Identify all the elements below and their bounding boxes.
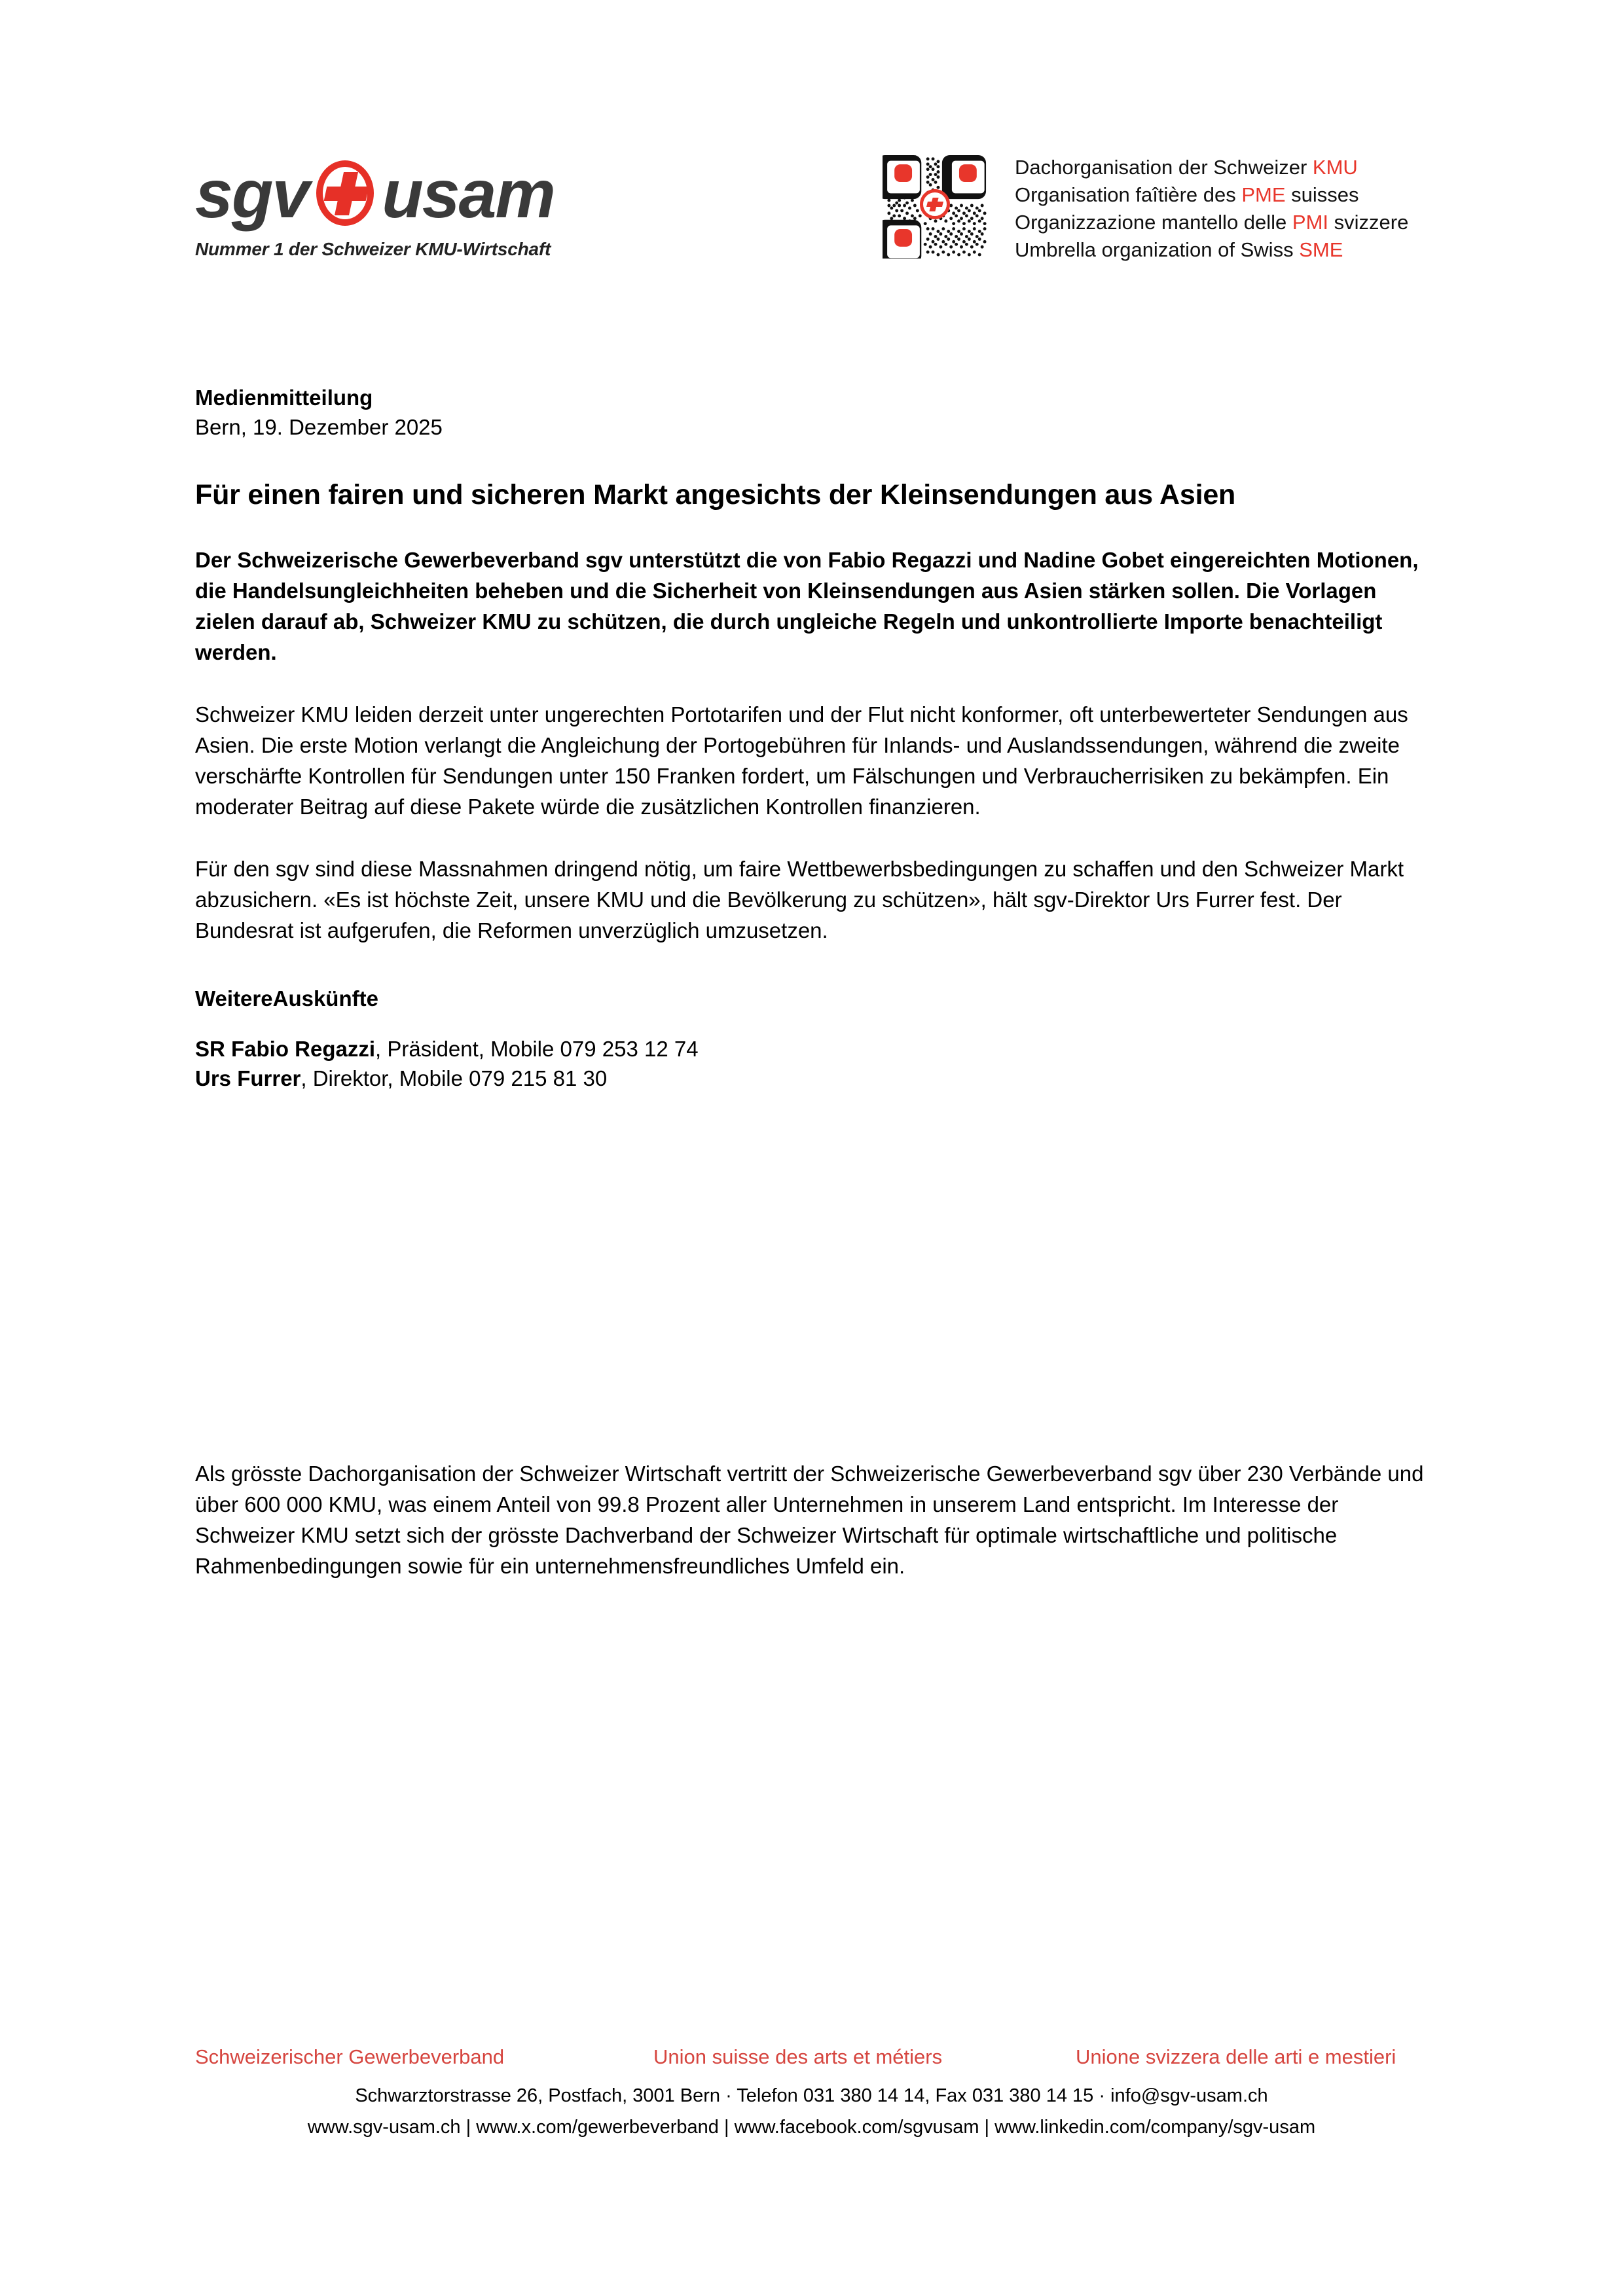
- contact-details: , Präsident, Mobile 079 253 12 74: [375, 1037, 699, 1061]
- boilerplate-paragraph: Als grösste Dachorganisation der Schweizer Wirtschaft vertritt der Schweizerische Gewerbeverband sgv über 230 Verbände und über 600 000 KMU, was einem Anteil von 99.8 Prozent aller Unternehmen in unserem Land entspricht. Im Interesse der Schweizer KMU setzt sich der grösste Dachverband der Schweizer Wirtschaft für optimale wirtschaftliche und politische Rahmenbedingungen sowie für ein unternehmensfreundliches Umfeld ein.: [195, 1462, 1424, 1578]
- contact-details: , Direktor, Mobile 079 215 81 30: [301, 1066, 608, 1090]
- footer-lang-fr: Union suisse des arts et métiers: [653, 2045, 943, 2068]
- lead-paragraph: Der Schweizerische Gewerbeverband sgv unterstützt die von Fabio Regazzi und Nadine Gobet eingereichten Motionen, die Handelsungleichheiten beheben und die Sicherheit von Kleinsendungen aus Asien stärken sollen. Die Vorlagen zielen darauf ab, Schweizer KMU zu schützen, die durch ungleiche Regeln und unkontrollierte Importe benachteiligt werden.: [195, 548, 1419, 664]
- body-paragraph-1: Schweizer KMU leiden derzeit unter ungerechten Portotarifen und der Flut nicht konformer, oft unterbewerteter Sendungen aus Asien. Die erste Motion verlangt die Angleichung der Portogebühren für Inlands- und Auslandssendungen, während die zweite verschärfte Kontrollen für Sendungen unter 150 Franken fordert, um Fälschungen und Verbraucherrisiken zu bekämpfen. Ein moderater Beitrag auf diese Pakete würde die zusätzlichen Kontrollen finanzieren.: [195, 702, 1408, 819]
- footer-language-names: [195, 2042, 1429, 2072]
- swiss-cross-in-circle-icon: [312, 160, 380, 228]
- page-title: Für einen fairen und sicheren Markt angesichts der Kleinsendungen aus Asien: [195, 479, 1236, 511]
- organization-identity-block: [883, 152, 1408, 264]
- qr-code-icon: [883, 152, 989, 259]
- org-language-lines: [1015, 152, 1408, 264]
- footer-lang-it: Unione svizzera delle arti e mestieri: [1076, 2045, 1396, 2068]
- logo-tagline: Nummer 1 der Schweizer KMU-Wirtschaft: [195, 239, 551, 259]
- footer-contact-line: Schwarztorstrasse 26, Postfach, 3001 Bern · Telefon 031 380 14 14, Fax 031 380 14 15 · info@sgv-usam.ch: [355, 2085, 1268, 2106]
- logo-wordmark-row: [195, 156, 601, 232]
- org-line-it: Organizzazione mantello delle PMI svizzere: [1015, 211, 1409, 234]
- org-line-fr: Organisation faîtière des PME suisses: [1015, 183, 1359, 206]
- contact-name: Urs Furrer: [195, 1066, 301, 1090]
- qr-center-swiss-cross-icon: [920, 189, 950, 219]
- contact-heading: WeitereAuskünfte: [195, 986, 378, 1011]
- document-header: [0, 0, 1623, 308]
- sgv-usam-logo: [195, 156, 601, 260]
- document-dateline: Bern, 19. Dezember 2025: [195, 415, 443, 439]
- footer-lang-de: Schweizerischer Gewerbeverband: [195, 2045, 505, 2068]
- contact-row: [195, 1064, 1429, 1093]
- org-line-de: Dachorganisation der Schweizer KMU: [1015, 156, 1358, 179]
- footer-links-line: www.sgv-usam.ch | www.x.com/gewerbeverband | www.facebook.com/sgvusam | www.linkedin.com/company/sgv-usam: [307, 2117, 1316, 2138]
- contact-list: [195, 1034, 1429, 1093]
- logo-word-usam: usam: [382, 156, 555, 232]
- body-paragraph-2: Für den sgv sind diese Massnahmen dringend nötig, um faire Wettbewerbsbedingungen zu schaffen und den Schweizer Markt abzusichern. «Es ist höchste Zeit, unsere KMU und die Bevölkerung zu schützen», hält sgv-Direktor Urs Furrer fest. Der Bundesrat ist aufgerufen, die Reformen unverzüglich umzusetzen.: [195, 857, 1404, 942]
- document-footer: [0, 2042, 1623, 2142]
- logo-word-sgv: sgv: [195, 156, 309, 232]
- contact-row: [195, 1034, 1429, 1064]
- contact-name: SR Fabio Regazzi: [195, 1037, 376, 1061]
- document-kicker: Medienmitteilung: [195, 386, 373, 410]
- org-line-en: Umbrella organization of Swiss SME: [1015, 238, 1343, 261]
- document-body: [195, 383, 1429, 1093]
